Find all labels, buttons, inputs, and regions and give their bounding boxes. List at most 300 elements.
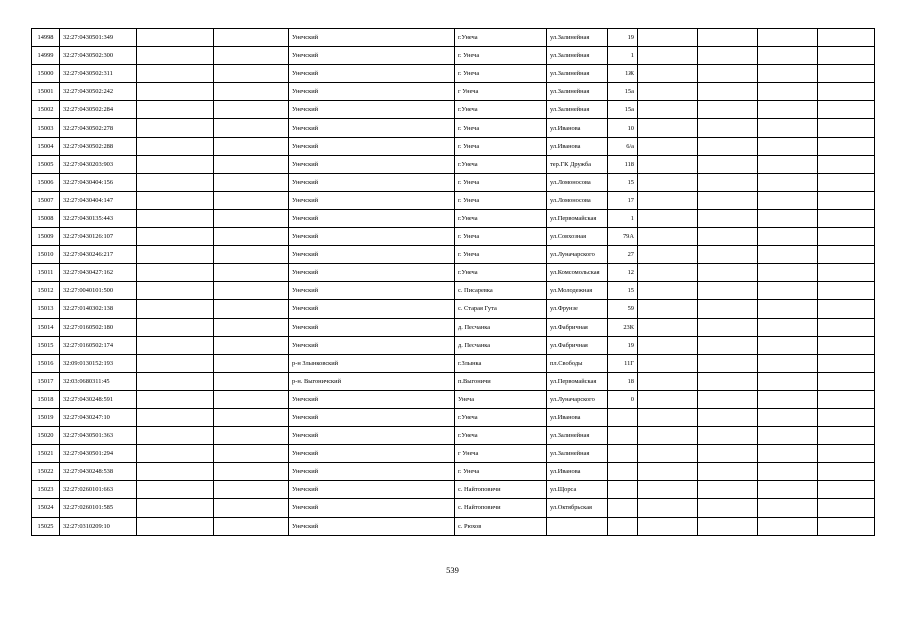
empty-cell	[638, 173, 698, 191]
row-number-cell: 15011	[32, 264, 60, 282]
table-row	[32, 264, 875, 282]
table-row	[32, 29, 875, 47]
house-number-cell	[608, 499, 638, 517]
registry-table-body	[32, 29, 875, 536]
empty-cell	[758, 119, 818, 137]
empty-cell	[818, 445, 875, 463]
empty-cell	[137, 481, 214, 499]
table-row	[32, 408, 875, 426]
empty-cell	[758, 47, 818, 65]
table-row	[32, 47, 875, 65]
empty-cell	[818, 318, 875, 336]
empty-cell	[638, 318, 698, 336]
house-number-cell: 118	[608, 155, 638, 173]
cadastral-number-cell: 32:27:0430501:349	[60, 29, 137, 47]
street-cell: ул.Иванова	[547, 408, 608, 426]
empty-cell	[698, 318, 758, 336]
empty-cell	[758, 65, 818, 83]
locality-cell: г.Унеча	[455, 427, 547, 445]
table-row	[32, 517, 875, 535]
locality-cell: г. Унеча	[455, 191, 547, 209]
empty-cell	[818, 499, 875, 517]
street-cell: ул.Ломоносова	[547, 173, 608, 191]
empty-cell	[818, 517, 875, 535]
locality-cell: Унеча	[455, 390, 547, 408]
empty-cell	[758, 463, 818, 481]
cadastral-number-cell: 32:27:0430502:278	[60, 119, 137, 137]
empty-cell	[137, 318, 214, 336]
house-number-cell: 12	[608, 264, 638, 282]
house-number-cell: 17	[608, 191, 638, 209]
empty-cell	[638, 336, 698, 354]
empty-cell	[638, 155, 698, 173]
street-cell: ул.Первомайская	[547, 209, 608, 227]
locality-cell: с. Найтоповичи	[455, 499, 547, 517]
empty-cell	[818, 427, 875, 445]
empty-cell	[758, 372, 818, 390]
empty-cell	[818, 47, 875, 65]
locality-cell: г Унеча	[455, 445, 547, 463]
street-cell: ул.Щорса	[547, 481, 608, 499]
empty-cell	[818, 282, 875, 300]
empty-cell	[137, 137, 214, 155]
empty-cell	[137, 300, 214, 318]
empty-cell	[698, 499, 758, 517]
page-number: 539	[446, 565, 459, 575]
district-cell: Унечский	[289, 155, 455, 173]
empty-cell	[214, 499, 289, 517]
empty-cell	[818, 155, 875, 173]
cadastral-number-cell: 32:27:0430135:443	[60, 209, 137, 227]
district-cell: Унечский	[289, 228, 455, 246]
empty-cell	[137, 336, 214, 354]
empty-cell	[214, 47, 289, 65]
street-cell	[547, 517, 608, 535]
row-number-cell: 14998	[32, 29, 60, 47]
row-number-cell: 15000	[32, 65, 60, 83]
row-number-cell: 15007	[32, 191, 60, 209]
cadastral-number-cell: 32:27:0430246:217	[60, 246, 137, 264]
locality-cell: с. Найтоповичи	[455, 481, 547, 499]
house-number-cell: 15а	[608, 83, 638, 101]
locality-cell: г. Унеча	[455, 246, 547, 264]
empty-cell	[818, 300, 875, 318]
district-cell: Унечский	[289, 445, 455, 463]
row-number-cell: 15013	[32, 300, 60, 318]
house-number-cell: 18	[608, 372, 638, 390]
empty-cell	[758, 29, 818, 47]
house-number-cell	[608, 427, 638, 445]
empty-cell	[698, 119, 758, 137]
empty-cell	[137, 173, 214, 191]
empty-cell	[698, 173, 758, 191]
table-row	[32, 336, 875, 354]
empty-cell	[137, 191, 214, 209]
empty-cell	[818, 173, 875, 191]
empty-cell	[698, 445, 758, 463]
empty-cell	[137, 445, 214, 463]
empty-cell	[818, 137, 875, 155]
empty-cell	[638, 390, 698, 408]
street-cell: ул.Залинейная	[547, 29, 608, 47]
row-number-cell: 15023	[32, 481, 60, 499]
empty-cell	[137, 209, 214, 227]
empty-cell	[214, 228, 289, 246]
empty-cell	[137, 372, 214, 390]
house-number-cell: 6/а	[608, 137, 638, 155]
empty-cell	[698, 390, 758, 408]
empty-cell	[137, 354, 214, 372]
house-number-cell: 10	[608, 119, 638, 137]
locality-cell: г.Унеча	[455, 209, 547, 227]
empty-cell	[214, 282, 289, 300]
street-cell: ул.Иванова	[547, 119, 608, 137]
empty-cell	[137, 246, 214, 264]
row-number-cell: 15010	[32, 246, 60, 264]
empty-cell	[638, 481, 698, 499]
empty-cell	[698, 300, 758, 318]
empty-cell	[214, 119, 289, 137]
district-cell: р-н. Выгоничский	[289, 372, 455, 390]
empty-cell	[638, 264, 698, 282]
row-number-cell: 15008	[32, 209, 60, 227]
table-row	[32, 209, 875, 227]
cadastral-number-cell: 32:27:0140302:138	[60, 300, 137, 318]
table-row	[32, 300, 875, 318]
empty-cell	[214, 408, 289, 426]
locality-cell: с. Рюхов	[455, 517, 547, 535]
cadastral-number-cell: 32:27:0430248:538	[60, 463, 137, 481]
empty-cell	[698, 155, 758, 173]
cadastral-number-cell: 32:09:0130152:193	[60, 354, 137, 372]
house-number-cell	[608, 517, 638, 535]
table-row	[32, 119, 875, 137]
empty-cell	[638, 499, 698, 517]
table-row	[32, 372, 875, 390]
cadastral-number-cell: 32:27:0430502:300	[60, 47, 137, 65]
empty-cell	[818, 209, 875, 227]
empty-cell	[698, 209, 758, 227]
street-cell: ул.Залинейная	[547, 445, 608, 463]
row-number-cell: 15020	[32, 427, 60, 445]
locality-cell: с. Писаревка	[455, 282, 547, 300]
empty-cell	[758, 390, 818, 408]
table-row	[32, 463, 875, 481]
empty-cell	[758, 83, 818, 101]
table-row	[32, 246, 875, 264]
cadastral-number-cell: 32:27:0160502:174	[60, 336, 137, 354]
empty-cell	[137, 101, 214, 119]
empty-cell	[818, 463, 875, 481]
street-cell: ул.Фабричная	[547, 318, 608, 336]
empty-cell	[758, 155, 818, 173]
empty-cell	[698, 101, 758, 119]
cadastral-number-cell: 32:27:0430502:288	[60, 137, 137, 155]
table-row	[32, 318, 875, 336]
cadastral-number-cell: 32:27:0310209:10	[60, 517, 137, 535]
empty-cell	[214, 372, 289, 390]
table-row	[32, 445, 875, 463]
empty-cell	[818, 390, 875, 408]
house-number-cell: 19	[608, 336, 638, 354]
empty-cell	[137, 463, 214, 481]
empty-cell	[698, 372, 758, 390]
street-cell: ул.Комсомольская	[547, 264, 608, 282]
empty-cell	[758, 481, 818, 499]
empty-cell	[137, 499, 214, 517]
district-cell: Унечский	[289, 173, 455, 191]
house-number-cell: 59	[608, 300, 638, 318]
empty-cell	[758, 318, 818, 336]
table-row	[32, 191, 875, 209]
locality-cell: г Унеча	[455, 83, 547, 101]
street-cell: ул.Первомайская	[547, 372, 608, 390]
empty-cell	[818, 336, 875, 354]
empty-cell	[638, 137, 698, 155]
empty-cell	[214, 481, 289, 499]
district-cell: Унечский	[289, 427, 455, 445]
locality-cell: с. Старая Гута	[455, 300, 547, 318]
empty-cell	[214, 445, 289, 463]
empty-cell	[638, 228, 698, 246]
row-number-cell: 14999	[32, 47, 60, 65]
empty-cell	[137, 47, 214, 65]
empty-cell	[698, 137, 758, 155]
row-number-cell: 15006	[32, 173, 60, 191]
cadastral-number-cell: 32:27:0040101:500	[60, 282, 137, 300]
empty-cell	[638, 47, 698, 65]
empty-cell	[638, 101, 698, 119]
house-number-cell: 1	[608, 47, 638, 65]
street-cell: ул.Фрунзе	[547, 300, 608, 318]
locality-cell: г. Унеча	[455, 47, 547, 65]
empty-cell	[698, 481, 758, 499]
empty-cell	[214, 137, 289, 155]
empty-cell	[818, 228, 875, 246]
empty-cell	[137, 282, 214, 300]
empty-cell	[698, 191, 758, 209]
row-number-cell: 15016	[32, 354, 60, 372]
empty-cell	[214, 427, 289, 445]
row-number-cell: 15009	[32, 228, 60, 246]
empty-cell	[698, 408, 758, 426]
district-cell: Унечский	[289, 65, 455, 83]
row-number-cell: 15018	[32, 390, 60, 408]
district-cell: Унечский	[289, 318, 455, 336]
empty-cell	[818, 191, 875, 209]
empty-cell	[137, 155, 214, 173]
street-cell: ул.Залинейная	[547, 427, 608, 445]
empty-cell	[818, 481, 875, 499]
empty-cell	[137, 29, 214, 47]
row-number-cell: 15005	[32, 155, 60, 173]
table-row	[32, 228, 875, 246]
table-row	[32, 481, 875, 499]
house-number-cell: 1	[608, 209, 638, 227]
empty-cell	[214, 517, 289, 535]
district-cell: Унечский	[289, 264, 455, 282]
empty-cell	[638, 83, 698, 101]
locality-cell: г.Унеча	[455, 155, 547, 173]
row-number-cell: 15025	[32, 517, 60, 535]
empty-cell	[818, 65, 875, 83]
empty-cell	[638, 300, 698, 318]
house-number-cell	[608, 445, 638, 463]
empty-cell	[758, 173, 818, 191]
cadastral-number-cell: 32:27:0430248:591	[60, 390, 137, 408]
cadastral-number-cell: 32:27:0430404:147	[60, 191, 137, 209]
cadastral-number-cell: 32:27:0430427:162	[60, 264, 137, 282]
empty-cell	[137, 390, 214, 408]
empty-cell	[698, 228, 758, 246]
table-row	[32, 155, 875, 173]
table-row	[32, 282, 875, 300]
table-row	[32, 101, 875, 119]
street-cell: тер.ГК Дружба	[547, 155, 608, 173]
table-row	[32, 427, 875, 445]
empty-cell	[214, 336, 289, 354]
row-number-cell: 15002	[32, 101, 60, 119]
empty-cell	[698, 282, 758, 300]
empty-cell	[698, 354, 758, 372]
table-row	[32, 65, 875, 83]
house-number-cell: 23К	[608, 318, 638, 336]
empty-cell	[758, 101, 818, 119]
cadastral-number-cell: 32:27:0260101:663	[60, 481, 137, 499]
empty-cell	[698, 336, 758, 354]
street-cell: ул.Залинейная	[547, 47, 608, 65]
empty-cell	[818, 83, 875, 101]
table-row	[32, 354, 875, 372]
house-number-cell: 15	[608, 282, 638, 300]
empty-cell	[818, 354, 875, 372]
cadastral-number-cell: 32:27:0430404:156	[60, 173, 137, 191]
table-row	[32, 137, 875, 155]
district-cell: Унечский	[289, 517, 455, 535]
locality-cell: д. Песчанка	[455, 318, 547, 336]
empty-cell	[638, 191, 698, 209]
empty-cell	[758, 445, 818, 463]
district-cell: Унечский	[289, 390, 455, 408]
street-cell: ул.Луначарского	[547, 246, 608, 264]
district-cell: р-н Злынковский	[289, 354, 455, 372]
empty-cell	[638, 427, 698, 445]
district-cell: Унечский	[289, 47, 455, 65]
empty-cell	[638, 246, 698, 264]
empty-cell	[758, 408, 818, 426]
empty-cell	[214, 191, 289, 209]
empty-cell	[698, 47, 758, 65]
district-cell: Унечский	[289, 119, 455, 137]
empty-cell	[137, 119, 214, 137]
empty-cell	[818, 119, 875, 137]
empty-cell	[137, 264, 214, 282]
locality-cell: г. Унеча	[455, 463, 547, 481]
locality-cell: г.Злынка	[455, 354, 547, 372]
empty-cell	[214, 29, 289, 47]
street-cell: ул.Залинейная	[547, 101, 608, 119]
street-cell: ул.Залинейная	[547, 65, 608, 83]
empty-cell	[818, 408, 875, 426]
cadastral-number-cell: 32:27:0430502:284	[60, 101, 137, 119]
empty-cell	[638, 119, 698, 137]
empty-cell	[214, 264, 289, 282]
empty-cell	[638, 463, 698, 481]
empty-cell	[214, 101, 289, 119]
street-cell: ул.Совхозная	[547, 228, 608, 246]
house-number-cell: 19	[608, 29, 638, 47]
district-cell: Унечский	[289, 499, 455, 517]
house-number-cell: 27	[608, 246, 638, 264]
empty-cell	[698, 463, 758, 481]
district-cell: Унечский	[289, 101, 455, 119]
empty-cell	[758, 228, 818, 246]
row-number-cell: 15001	[32, 83, 60, 101]
table-row	[32, 499, 875, 517]
district-cell: Унечский	[289, 336, 455, 354]
locality-cell: г. Унеча	[455, 173, 547, 191]
locality-cell: п.Выгоничи	[455, 372, 547, 390]
empty-cell	[698, 29, 758, 47]
empty-cell	[638, 65, 698, 83]
house-number-cell	[608, 481, 638, 499]
empty-cell	[137, 83, 214, 101]
house-number-cell: 11Г	[608, 354, 638, 372]
empty-cell	[758, 209, 818, 227]
empty-cell	[818, 101, 875, 119]
district-cell: Унечский	[289, 29, 455, 47]
table-row	[32, 83, 875, 101]
empty-cell	[638, 29, 698, 47]
district-cell: Унечский	[289, 209, 455, 227]
house-number-cell: 15	[608, 173, 638, 191]
locality-cell: г.Унеча	[455, 29, 547, 47]
empty-cell	[214, 300, 289, 318]
district-cell: Унечский	[289, 191, 455, 209]
cadastral-number-cell: 32:27:0430502:242	[60, 83, 137, 101]
locality-cell: г.Унеча	[455, 264, 547, 282]
cadastral-number-cell: 32:27:0260101:585	[60, 499, 137, 517]
locality-cell: д. Песчанка	[455, 336, 547, 354]
empty-cell	[214, 246, 289, 264]
district-cell: Унечский	[289, 83, 455, 101]
empty-cell	[758, 517, 818, 535]
cadastral-number-cell: 32:27:0430501:363	[60, 427, 137, 445]
empty-cell	[758, 246, 818, 264]
house-number-cell: 0	[608, 390, 638, 408]
empty-cell	[214, 173, 289, 191]
empty-cell	[758, 191, 818, 209]
empty-cell	[214, 209, 289, 227]
empty-cell	[214, 318, 289, 336]
empty-cell	[758, 300, 818, 318]
empty-cell	[638, 354, 698, 372]
district-cell: Унечский	[289, 481, 455, 499]
district-cell: Унечский	[289, 463, 455, 481]
locality-cell: г. Унеча	[455, 228, 547, 246]
empty-cell	[214, 155, 289, 173]
street-cell: пл.Свободы	[547, 354, 608, 372]
table-row	[32, 390, 875, 408]
district-cell: Унечский	[289, 300, 455, 318]
street-cell: ул.Иванова	[547, 463, 608, 481]
empty-cell	[698, 517, 758, 535]
empty-cell	[638, 282, 698, 300]
empty-cell	[758, 137, 818, 155]
row-number-cell: 15015	[32, 336, 60, 354]
empty-cell	[638, 517, 698, 535]
cadastral-number-cell: 32:27:0160502:180	[60, 318, 137, 336]
